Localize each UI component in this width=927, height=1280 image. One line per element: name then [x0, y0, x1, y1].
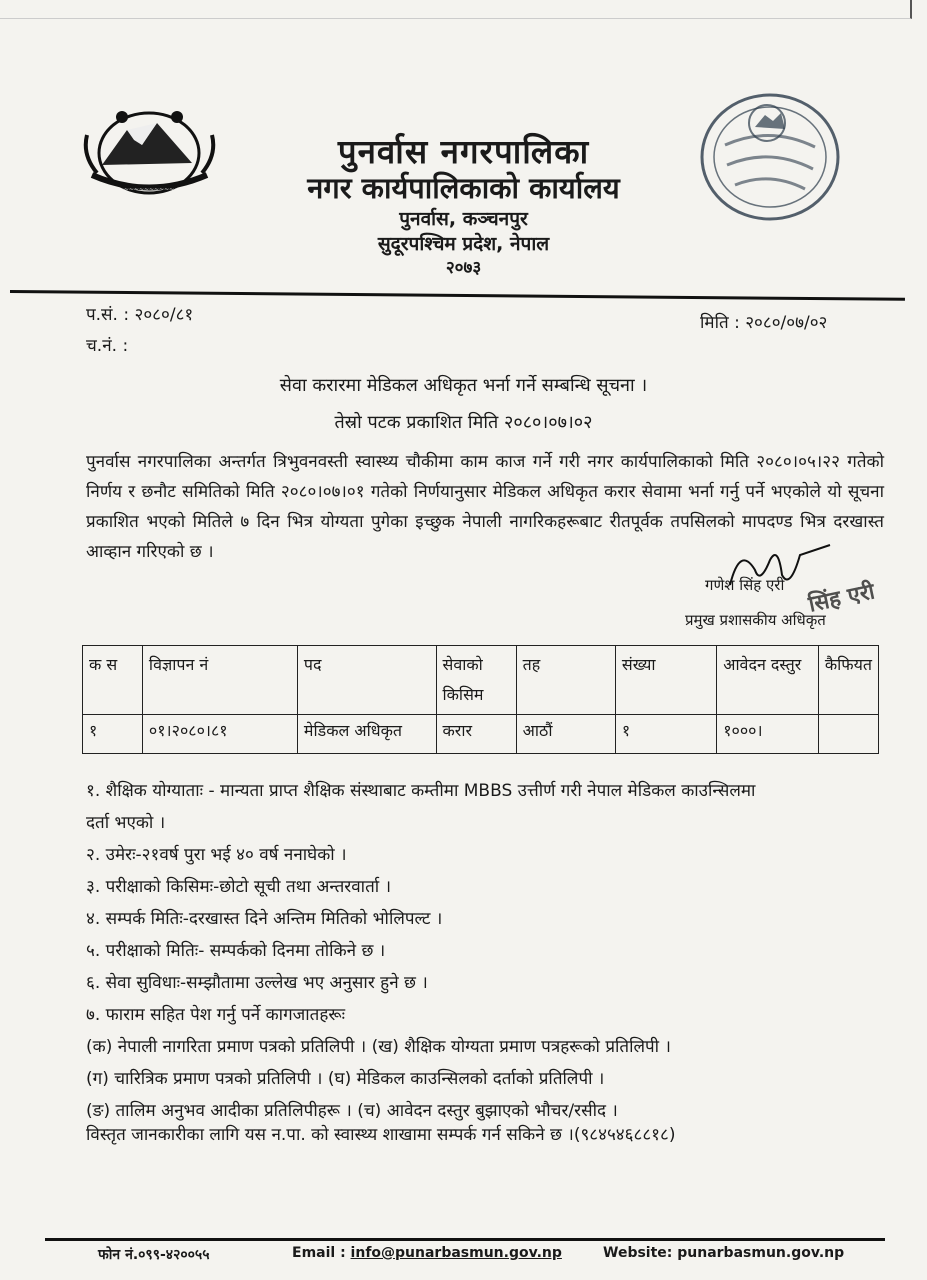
name-stamp: सिंह एरी — [806, 579, 877, 618]
notice-date: मिति : २०८०/०७/०२ — [700, 313, 828, 333]
footer-website[interactable]: Website: punarbasmun.gov.np — [603, 1245, 845, 1261]
col-serial: क स — [83, 646, 143, 715]
office-name: नगर कार्यपालिकाको कार्यालय — [307, 171, 620, 205]
footer-phone: फोन नं.०९९-४२००५५ — [98, 1247, 210, 1263]
reference-number: प.सं. : २०८०/८१ — [86, 305, 194, 325]
col-remarks: कैफियत — [818, 646, 878, 715]
footer-divider — [45, 1238, 885, 1241]
list-item: ६. सेवा सुविधाः-सम्झौतामा उल्लेख भए अनुसार हुने छ । — [86, 973, 428, 993]
contact-info: विस्तृत जानकारीका लागि यस न.पा. को स्वास्थ्य शाखामा सम्पर्क गर्न सकिने छ ।(९८४५४६८८१८) — [86, 1125, 676, 1145]
col-post: पद — [297, 646, 436, 715]
header-divider — [10, 290, 905, 301]
vacancy-table — [82, 645, 879, 754]
list-item: २. उमेरः-२१वर्ष पुरा भई ४० वर्ष ननाघेको । — [86, 845, 347, 865]
email-link[interactable]: info@punarbasmun.gov.np — [350, 1245, 562, 1261]
col-count: संख्या — [615, 646, 716, 715]
established-year: २०७३ — [445, 258, 482, 278]
table-row — [83, 715, 879, 754]
list-item: ३. परीक्षाको किसिमः-छोटो सूची तथा अन्तरवार्ता । — [86, 877, 392, 897]
footer-email — [292, 1245, 562, 1261]
paper-edge — [0, 0, 912, 19]
signatory-title: प्रमुख प्रशासकीय अधिकृत — [685, 611, 826, 629]
list-item: दर्ता भएको । — [86, 813, 166, 833]
cell-post: मेडिकल अधिकृत — [297, 715, 436, 754]
address-line-2: सुदूरपश्चिम प्रदेश, नेपाल — [377, 233, 550, 255]
svg-text:~~~~~~~~~~~~: ~~~~~~~~~~~~ — [118, 186, 180, 193]
list-item: ७. फाराम सहित पेश गर्नु पर्ने कागजातहरूः — [86, 1005, 346, 1025]
list-item: (ङ) तालिम अनुभव आदीका प्रतिलिपीहरू । (च) आवेदन दस्तुर बुझाएको भौचर/रसीद । — [86, 1101, 618, 1121]
cell-remarks — [818, 715, 878, 754]
cell-service-type: करार — [436, 715, 516, 754]
list-item: (ग) चारित्रिक प्रमाण पत्रको प्रतिलिपी । (घ) मेडिकल काउन्सिलको दर्ताको प्रतिलिपी । — [86, 1069, 605, 1089]
cell-level: आठौं — [516, 715, 615, 754]
cell-ad-number: ०१।२०८०।८१ — [142, 715, 297, 754]
publication-date: तेस्रो पटक प्रकाशित मिति २०८०।०७।०२ — [334, 412, 593, 433]
list-item: १. शैक्षिक योग्याताः - मान्यता प्राप्त शैक्षिक संस्थाबाट कम्तीमा MBBS उत्तीर्ण गरी नेपाल मेडिकल काउन्सिलमा — [86, 781, 756, 801]
table-header-row — [83, 646, 879, 715]
notice-title: सेवा करारमा मेडिकल अधिकृत भर्ना गर्ने सम्बन्धि सूचना । — [279, 375, 648, 396]
list-item: (क) नेपाली नागरिता प्रमाण पत्रको प्रतिलिपी । (ख) शैक्षिक योग्यता प्रमाण पत्रहरूको प्रतिलिपी । — [86, 1037, 671, 1057]
col-level: तह — [516, 646, 615, 715]
address-line-1: पुनर्वास, कञ्चनपुर — [399, 208, 528, 230]
requirements-list — [86, 775, 886, 1127]
cell-serial: १ — [83, 715, 143, 754]
col-service-type: सेवाको किसिम — [436, 646, 516, 715]
cell-count: १ — [615, 715, 716, 754]
municipality-name: पुनर्वास नगरपालिका — [337, 132, 590, 171]
col-ad-number: विज्ञापन नं — [142, 646, 297, 715]
notice-body: पुनर्वास नगरपालिका अन्तर्गत त्रिभुवनवस्ती स्वास्थ्य चौकीमा काम काज गर्ने गरी नगर कार्यपालिकाको मिति २०८०।०५।२२ गतेको निर्णय र छनौट समितिको मिति २०८०।०७।०१ गतेको निर्णयानुसार मेडिकल अधिकृत करार सेवामा भर्ना गर्नु पर्ने भएकोले यो सूचना प्रकाशित भएको मितिले ७ दिन भित्र योग्यता पुगेका इच्छुक नेपाली नागरिकहरूबाट रीतपूर्वक तपसिलको मापदण्ड भित्र दरखास्त आव्हान गरिएको छ । — [86, 452, 884, 562]
list-item: ४. सम्पर्क मितिः-दरखास्त दिने अन्तिम मितिको भोलिपल्ट । — [86, 909, 443, 929]
dispatch-number: च.नं. : — [86, 336, 129, 356]
list-item: ५. परीक्षाको मितिः- सम्पर्कको दिनमा तोकिने छ । — [86, 941, 386, 961]
email-label: Email : — [292, 1245, 351, 1261]
signatory-name: गणेश सिंह एरी — [705, 576, 785, 594]
col-fee: आवेदन दस्तुर — [717, 646, 819, 715]
cell-fee: १०००। — [717, 715, 819, 754]
